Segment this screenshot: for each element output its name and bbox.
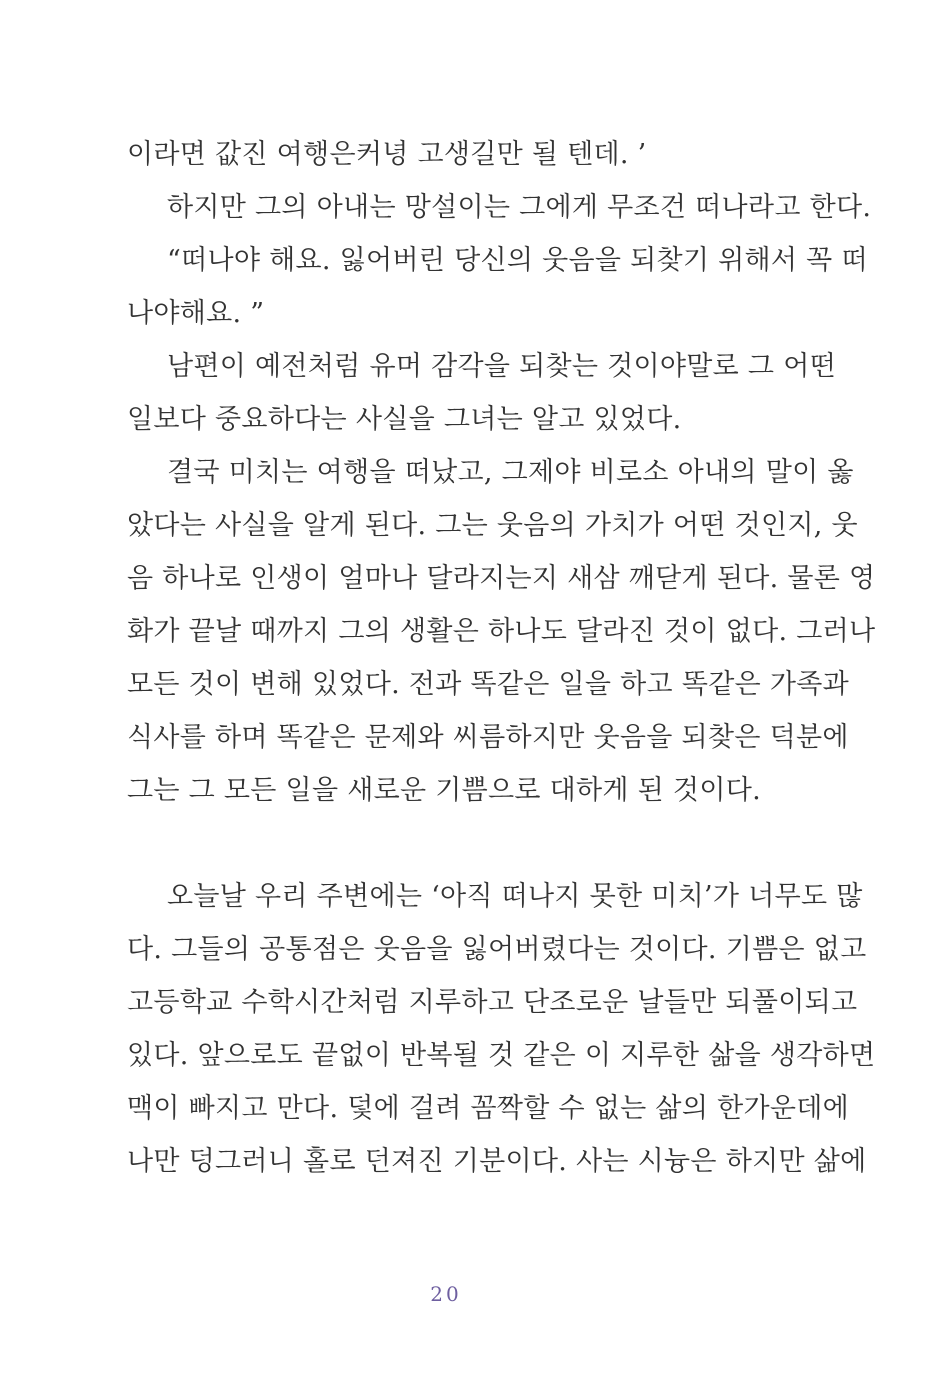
text-line: 나만 덩그러니 홀로 던져진 기분이다. 사는 시늉은 하지만 삶에 [127, 1146, 867, 1177]
text-line: 결국 미치는 여행을 떠났고, 그제야 비로소 아내의 말이 옳 [167, 457, 854, 488]
text-line: 있다. 앞으로도 끝없이 반복될 것 같은 이 지루한 삶을 생각하면 [127, 1040, 876, 1071]
text-line: 오늘날 우리 주변에는 ‘아직 떠나지 못한 미치’가 너무도 많 [167, 881, 863, 912]
paragraph-spacer [127, 817, 797, 870]
text-line: 식사를 하며 똑같은 문제와 씨름하지만 웃음을 되찾은 덕분에 [127, 722, 849, 753]
text-line: 남편이 예전처럼 유머 감각을 되찾는 것이야말로 그 어떤 [167, 351, 836, 382]
text-line: “떠나야 해요. 잃어버린 당신의 웃음을 되찾기 위해서 꼭 떠 [167, 245, 868, 276]
text-line: 았다는 사실을 알게 된다. 그는 웃음의 가치가 어떤 것인지, 웃 [127, 510, 858, 541]
text-line: 일보다 중요하다는 사실을 그녀는 알고 있었다. [127, 404, 682, 435]
text-line: 이라면 값진 여행은커녕 고생길만 될 텐데. ’ [127, 139, 647, 170]
text-line: 고등학교 수학시간처럼 지루하고 단조로운 날들만 되풀이되고 [127, 987, 858, 1018]
text-line: 화가 끝날 때까지 그의 생활은 하나도 달라진 것이 없다. 그러나 [127, 616, 876, 647]
page-number: 20 [430, 1282, 462, 1306]
text-line: 음 하나로 인생이 얼마나 달라지는지 새삼 깨닫게 된다. 물론 영 [127, 563, 876, 594]
text-line: 나야해요. ” [127, 298, 265, 329]
text-line: 맥이 빠지고 만다. 덫에 걸려 꼼짝할 수 없는 삶의 한가운데에 [127, 1093, 849, 1124]
body-text [127, 128, 876, 1188]
text-line: 하지만 그의 아내는 망설이는 그에게 무조건 떠나라고 한다. [167, 192, 872, 223]
text-line: 다. 그들의 공통점은 웃음을 잃어버렸다는 것이다. 기쁨은 없고 [127, 934, 867, 965]
text-line: 그는 그 모든 일을 새로운 기쁨으로 대하게 된 것이다. [127, 775, 761, 806]
text-line: 모든 것이 변해 있었다. 전과 똑같은 일을 하고 똑같은 가족과 [127, 669, 849, 700]
